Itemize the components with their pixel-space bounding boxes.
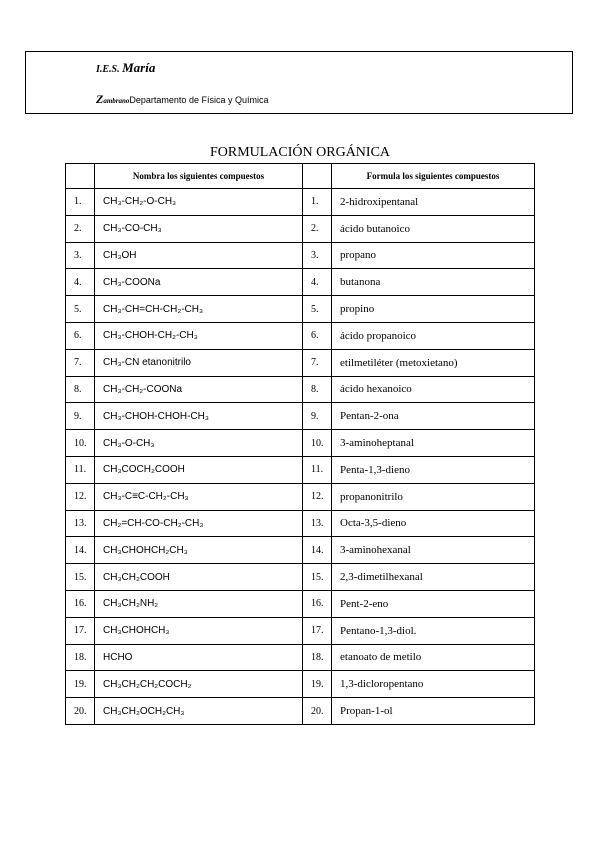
row-number-right: 13. (303, 510, 332, 537)
compound-formula: CH₃-CH=CH-CH₂-CH₃ (95, 296, 303, 323)
row-number-left: 19. (66, 671, 95, 698)
table-row (66, 376, 535, 403)
row-number-right: 14. (303, 537, 332, 564)
header-empty-right (303, 164, 332, 189)
row-number-left: 2. (66, 215, 95, 242)
table-row (66, 403, 535, 430)
compound-formula: CH₃CHOHCH₂CH₃ (95, 537, 303, 564)
row-number-left: 16. (66, 590, 95, 617)
table-row (66, 430, 535, 457)
row-number-right: 8. (303, 376, 332, 403)
compound-name: butanona (332, 269, 535, 296)
row-number-left: 3. (66, 242, 95, 269)
row-number-right: 9. (303, 403, 332, 430)
compound-name: 1,3-dicloropentano (332, 671, 535, 698)
compound-formula: CH₃-CH₂-O-CH₃ (95, 189, 303, 216)
row-number-left: 6. (66, 322, 95, 349)
compound-formula: CH₃COCH₂COOH (95, 456, 303, 483)
table-row (66, 456, 535, 483)
compound-formula: CH₃-CO-CH₃ (95, 215, 303, 242)
compound-formula: CH₃OH (95, 242, 303, 269)
row-number-right: 15. (303, 564, 332, 591)
compound-name: Pentan-2-ona (332, 403, 535, 430)
compound-formula: CH₂=CH-CO-CH₂-CH₃ (95, 510, 303, 537)
row-number-left: 11. (66, 456, 95, 483)
header-box (25, 51, 573, 114)
row-number-right: 16. (303, 590, 332, 617)
compound-name: propino (332, 296, 535, 323)
compound-formula: CH₃-C≡C-CH₂-CH₃ (95, 483, 303, 510)
row-number-left: 1. (66, 189, 95, 216)
compound-name: Penta-1,3-dieno (332, 456, 535, 483)
compound-formula: CH₃-CH₂-COONa (95, 376, 303, 403)
department-name: Departamento de Física y Química (129, 95, 269, 105)
exercise-table (65, 163, 535, 725)
compound-formula: CH₃CH₂NH₂ (95, 590, 303, 617)
compound-formula: CH₃-CN etanonitrilo (95, 349, 303, 376)
table-row (66, 590, 535, 617)
school-prefix: I.E.S. (96, 64, 120, 75)
compound-name: 3-aminohexanal (332, 537, 535, 564)
page-title: FORMULACIÓN ORGÁNICA (209, 145, 391, 160)
table-row (66, 644, 535, 671)
compound-name: ácido propanoico (332, 322, 535, 349)
compound-name: 2,3-dimetilhexanal (332, 564, 535, 591)
compound-name: Pent-2-eno (332, 590, 535, 617)
table-row (66, 215, 535, 242)
table-row (66, 242, 535, 269)
left-column-header: Nombra los siguientes compuestos (95, 164, 303, 189)
compound-name: Pentano-1,3-diol. (332, 617, 535, 644)
row-number-right: 12. (303, 483, 332, 510)
compound-name: Octa-3,5-dieno (332, 510, 535, 537)
row-number-right: 17. (303, 617, 332, 644)
table-row (66, 322, 535, 349)
table-row (66, 564, 535, 591)
row-number-left: 12. (66, 483, 95, 510)
compound-formula: CH₃CHOHCH₃ (95, 617, 303, 644)
row-number-right: 2. (303, 215, 332, 242)
table-row (66, 349, 535, 376)
table-row (66, 189, 535, 216)
table-row (66, 483, 535, 510)
row-number-left: 20. (66, 698, 95, 725)
compound-name: Propan-1-ol (332, 698, 535, 725)
row-number-right: 19. (303, 671, 332, 698)
row-number-left: 7. (66, 349, 95, 376)
school-name-text: María (122, 60, 156, 75)
row-number-left: 9. (66, 403, 95, 430)
row-number-right: 7. (303, 349, 332, 376)
compound-name: propano (332, 242, 535, 269)
compound-name: etilmetiléter (metoxietano) (332, 349, 535, 376)
row-number-left: 10. (66, 430, 95, 457)
surname (96, 92, 129, 106)
table-row (66, 296, 535, 323)
table-header-row (66, 164, 535, 189)
compound-formula: CH₃-O-CH₃ (95, 430, 303, 457)
row-number-left: 8. (66, 376, 95, 403)
compound-formula: CH₃CH₂COOH (95, 564, 303, 591)
surname-rest: ambrano (103, 97, 130, 105)
right-column-header: Formula los siguientes compuestos (332, 164, 535, 189)
row-number-left: 5. (66, 296, 95, 323)
header-empty-left (66, 164, 95, 189)
row-number-right: 18. (303, 644, 332, 671)
compound-name: ácido hexanoico (332, 376, 535, 403)
surname-initial: Z (96, 92, 104, 106)
compound-formula: CH₃CH₂OCH₂CH₃ (95, 698, 303, 725)
table-row (66, 698, 535, 725)
table-row (66, 510, 535, 537)
table-row (66, 617, 535, 644)
row-number-right: 3. (303, 242, 332, 269)
compound-formula: HCHO (95, 644, 303, 671)
row-number-right: 5. (303, 296, 332, 323)
table-row (66, 537, 535, 564)
compound-formula: CH₃-COONa (95, 269, 303, 296)
row-number-right: 20. (303, 698, 332, 725)
table-row (66, 671, 535, 698)
row-number-left: 13. (66, 510, 95, 537)
row-number-left: 15. (66, 564, 95, 591)
row-number-left: 4. (66, 269, 95, 296)
compound-formula: CH₃-CHOH-CHOH-CH₃ (95, 403, 303, 430)
row-number-left: 14. (66, 537, 95, 564)
row-number-right: 11. (303, 456, 332, 483)
department-line (96, 92, 268, 107)
row-number-right: 1. (303, 189, 332, 216)
compound-name: 3-aminoheptanal (332, 430, 535, 457)
row-number-right: 4. (303, 269, 332, 296)
table-body (66, 189, 535, 725)
compound-name: 2-hidroxipentanal (332, 189, 535, 216)
compound-formula: CH₃CH₂CH₂COCH₂ (95, 671, 303, 698)
row-number-left: 17. (66, 617, 95, 644)
table-row (66, 269, 535, 296)
row-number-right: 10. (303, 430, 332, 457)
compound-name: propanonitrilo (332, 483, 535, 510)
compound-name: ácido butanoico (332, 215, 535, 242)
row-number-right: 6. (303, 322, 332, 349)
compound-name: etanoato de metilo (332, 644, 535, 671)
school-name (96, 60, 155, 76)
compound-formula: CH₃-CHOH-CH₂-CH₃ (95, 322, 303, 349)
row-number-left: 18. (66, 644, 95, 671)
